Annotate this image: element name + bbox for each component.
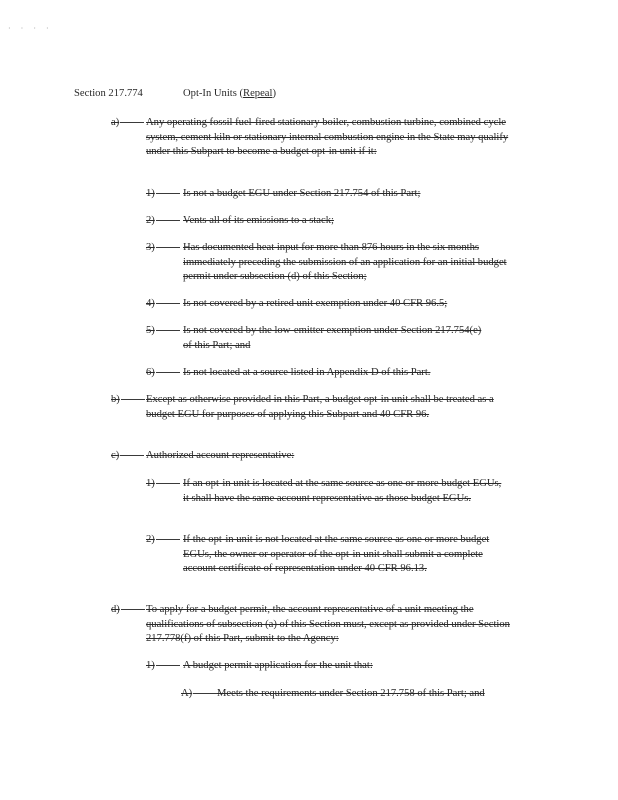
subsection-label: b) [111,393,145,408]
item-text: Has documented heat input for more than 876 hours in the six months immediately preceding the submission of an application for an initial budget permit under subsection (d) of this Section; [183,242,507,282]
item-label: 1) [146,659,180,674]
item-text: Is not covered by the low-emitter exemption under Section 217.754(e) of this Part; and [183,325,482,351]
subitem-text: Meets the requirements under Section 217.758 of this Part; and [217,688,485,699]
subsection-label: d) [111,603,145,618]
item-label: 1) [146,187,180,202]
item-label: 2) [146,533,180,548]
item-text: If an opt-in unit is located at the same source as one or more budget EGUs, it shall have the same account representative as those budget EGUs. [183,478,502,504]
item-label: 4) [146,297,180,312]
item-text: Vents all of its emissions to a stack; [183,215,334,226]
section-title-prefix: Opt-In Units ( [183,88,244,99]
section-title-suffix: ) [272,88,276,99]
repeal-tag: Repeal [243,88,273,99]
subitem-label: A) [181,687,217,702]
item-text: If the opt-in unit is not located at the same source as one or more budget EGUs, the owner or operator of the opt-in unit shall submit a complete account certificate of representation under 40 CFR 96.13. [183,534,490,574]
subsection-text: To apply for a budget permit, the account representative of a unit meeting the qualifications of subsection (a) of this Section must, except as provided under Section 217.778(f) of this Part, submit to the Agency: [146,604,510,644]
item-label: 3) [146,241,180,256]
item-text: Is not a budget EGU under Section 217.754 of this Part; [183,188,421,199]
scan-artifact: · · · · [8,24,53,33]
item-label: 6) [146,366,180,381]
subsection-label: a) [111,116,144,131]
item-label: 2) [146,214,180,229]
item-text: Is not covered by a retired unit exemption under 40 CFR 96.5; [183,298,448,309]
subsection-text: Except as otherwise provided in this Part, a budget opt-in unit shall be treated as a budget EGU for purposes of applying this Subpart and 40 CFR 96. [146,394,494,420]
item-text: Is not located at a source listed in Appendix D of this Part. [183,367,431,378]
subsection-label: c) [111,449,144,464]
subsection-text: Authorized account representative: [146,450,295,461]
item-label: 5) [146,324,180,339]
item-text: A budget permit application for the unit that: [183,660,373,671]
item-label: 1) [146,477,180,492]
section-number: Section 217.774 [74,88,143,99]
section-heading [74,87,276,102]
subsection-text: Any operating fossil fuel-fired stationary boiler, combustion turbine, combined cycle system, cement kiln or stationary internal combustion engine in the State may qualify under this Subpart to become a budget opt-in unit if it: [146,117,509,157]
